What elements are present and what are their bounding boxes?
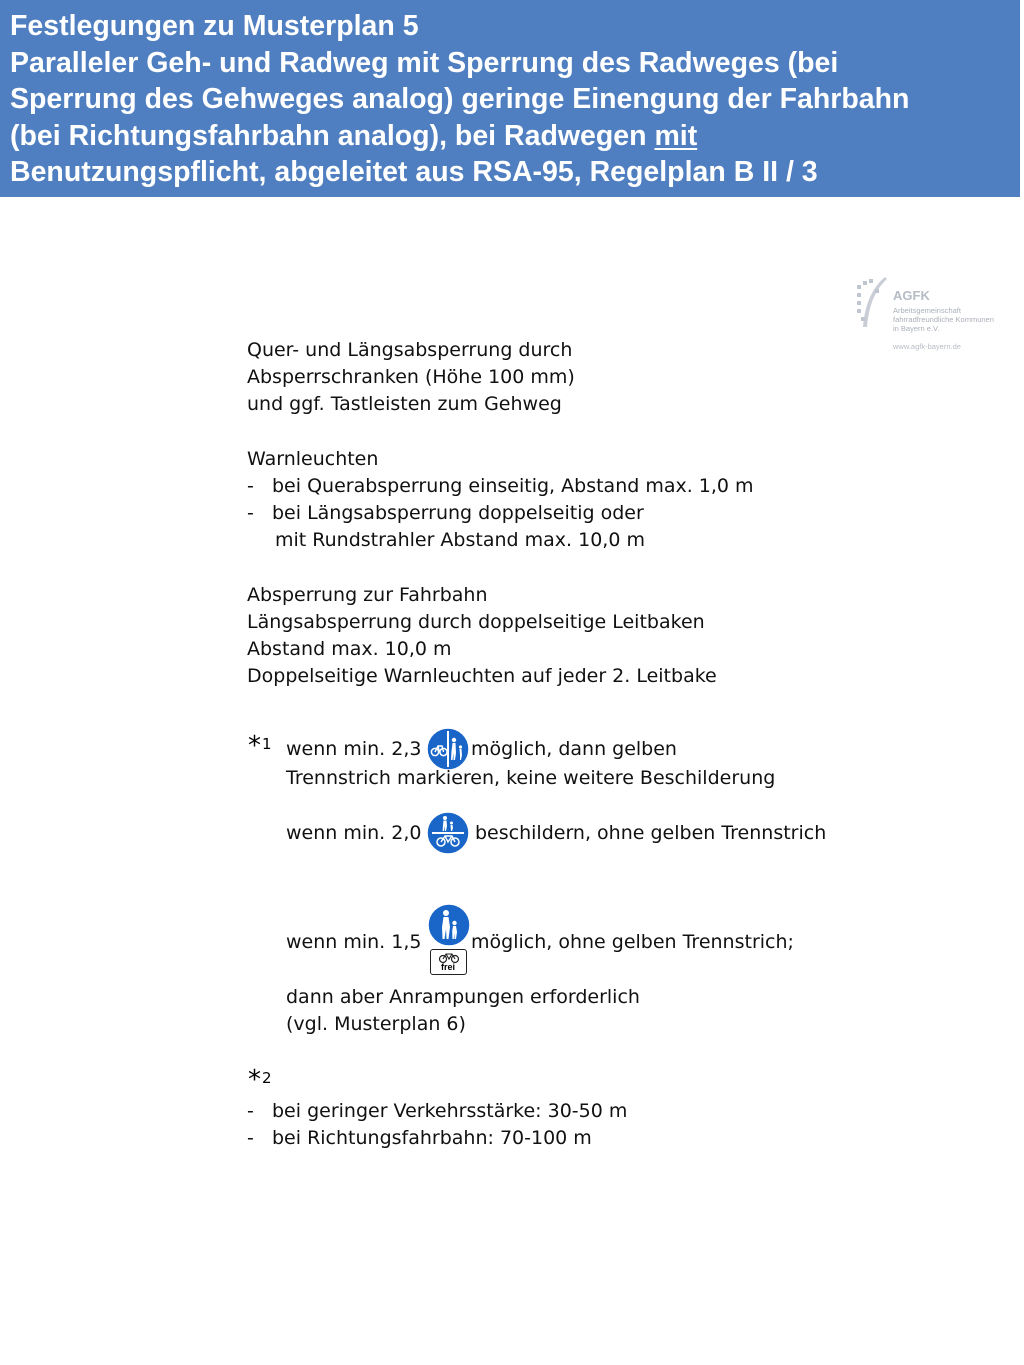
title-line-2: Paralleler Geh- und Radweg mit Sperrung des Radweges (bei bbox=[10, 46, 839, 79]
note1-a-pre: wenn min. 2,3 bbox=[286, 738, 422, 760]
title-line-5: Benutzungspflicht, abgeleitet aus RSA-95, Regelplan B II / 3 bbox=[10, 156, 818, 188]
block3-line-1: Absperrung zur Fahrbahn bbox=[247, 584, 488, 606]
note1-b-pre: wenn min. 2,0 bbox=[286, 822, 422, 844]
footnote-marker-2 bbox=[248, 1067, 272, 1093]
note1-c-post: möglich, ohne gelben Trennstrich; bbox=[471, 931, 794, 953]
note1-c-line-2: dann aber Anrampungen erforderlich bbox=[286, 986, 640, 1008]
logo-name: AGFK bbox=[893, 288, 930, 303]
shared-bike-pedestrian-sign-icon bbox=[426, 811, 470, 855]
title-line-3: Sperrung des Gehweges analog) geringe Einengung der Fahrbahn bbox=[10, 83, 910, 115]
asterisk: * bbox=[248, 1065, 261, 1095]
agfk-logo-mark-icon bbox=[855, 275, 891, 330]
dash: - bbox=[247, 1127, 254, 1149]
footnote-index: 1 bbox=[262, 735, 272, 753]
block3-line-3: Abstand max. 10,0 m bbox=[247, 638, 452, 660]
block1-line-2: Absperrschranken (Höhe 100 mm) bbox=[247, 366, 575, 388]
note1-a-line-2: Trennstrich markieren, keine weitere Beschilderung bbox=[286, 767, 776, 789]
bicycle-free-plate-icon bbox=[430, 949, 467, 975]
logo-sub-1: Arbeitsgemeinschaft bbox=[893, 306, 961, 315]
dash: - bbox=[247, 1100, 254, 1122]
dash: - bbox=[247, 475, 254, 497]
block3-line-4: Doppelseitige Warnleuchten auf jeder 2. Leitbake bbox=[247, 665, 717, 687]
block2-item-2 bbox=[247, 500, 644, 527]
block2-item-1-text: bei Querabsperrung einseitig, Abstand max. 1,0 m bbox=[272, 475, 754, 497]
pedestrian-zone-sign-icon bbox=[427, 903, 471, 947]
note1-c-pre: wenn min. 1,5 bbox=[286, 931, 422, 953]
note1-c-line-3: (vgl. Musterplan 6) bbox=[286, 1013, 466, 1035]
title-line-1: Festlegungen zu Musterplan 5 bbox=[10, 10, 419, 42]
dash: - bbox=[247, 502, 254, 524]
block2-item-1 bbox=[247, 473, 754, 500]
block1-line-3: und ggf. Tastleisten zum Gehweg bbox=[247, 393, 562, 415]
block2-title: Warnleuchten bbox=[247, 448, 379, 470]
title-line-4 bbox=[10, 118, 1010, 155]
footnote-index: 2 bbox=[262, 1069, 272, 1087]
block2-item-2-text: bei Längsabsperrung doppelseitig oder bbox=[272, 502, 644, 524]
logo-url: www.agfk-bayern.de bbox=[893, 342, 961, 351]
block1-line-1: Quer- und Längsabsperrung durch bbox=[247, 339, 573, 361]
note2-item-1 bbox=[247, 1098, 627, 1125]
logo-sub-2: fahrradfreundliche Kommunen bbox=[893, 315, 994, 324]
note2-item-1-text: bei geringer Verkehrsstärke: 30-50 m bbox=[272, 1100, 628, 1122]
note2-item-2-text: bei Richtungsfahrbahn: 70-100 m bbox=[272, 1127, 592, 1149]
note2-item-2 bbox=[247, 1125, 592, 1152]
plate-text: frei bbox=[440, 962, 455, 972]
block3-line-2: Längsabsperrung durch doppelseitige Leitbaken bbox=[247, 611, 705, 633]
title-line-4-text: (bei Richtungsfahrbahn analog), bei Radwegen bbox=[10, 119, 655, 152]
note1-a-post: möglich, dann gelben bbox=[471, 738, 677, 760]
asterisk: * bbox=[248, 731, 261, 761]
footnote-marker-1 bbox=[248, 733, 272, 759]
logo-sub-3: in Bayern e.V. bbox=[893, 324, 940, 333]
block2-item-2-continued: mit Rundstrahler Abstand max. 10,0 m bbox=[275, 529, 645, 551]
logo-subtitle bbox=[893, 306, 1013, 333]
title-banner bbox=[0, 0, 1020, 197]
note1-b-post: beschildern, ohne gelben Trennstrich bbox=[475, 822, 827, 844]
agfk-logo bbox=[855, 275, 1015, 355]
title-underlined-word: mit bbox=[654, 119, 698, 152]
